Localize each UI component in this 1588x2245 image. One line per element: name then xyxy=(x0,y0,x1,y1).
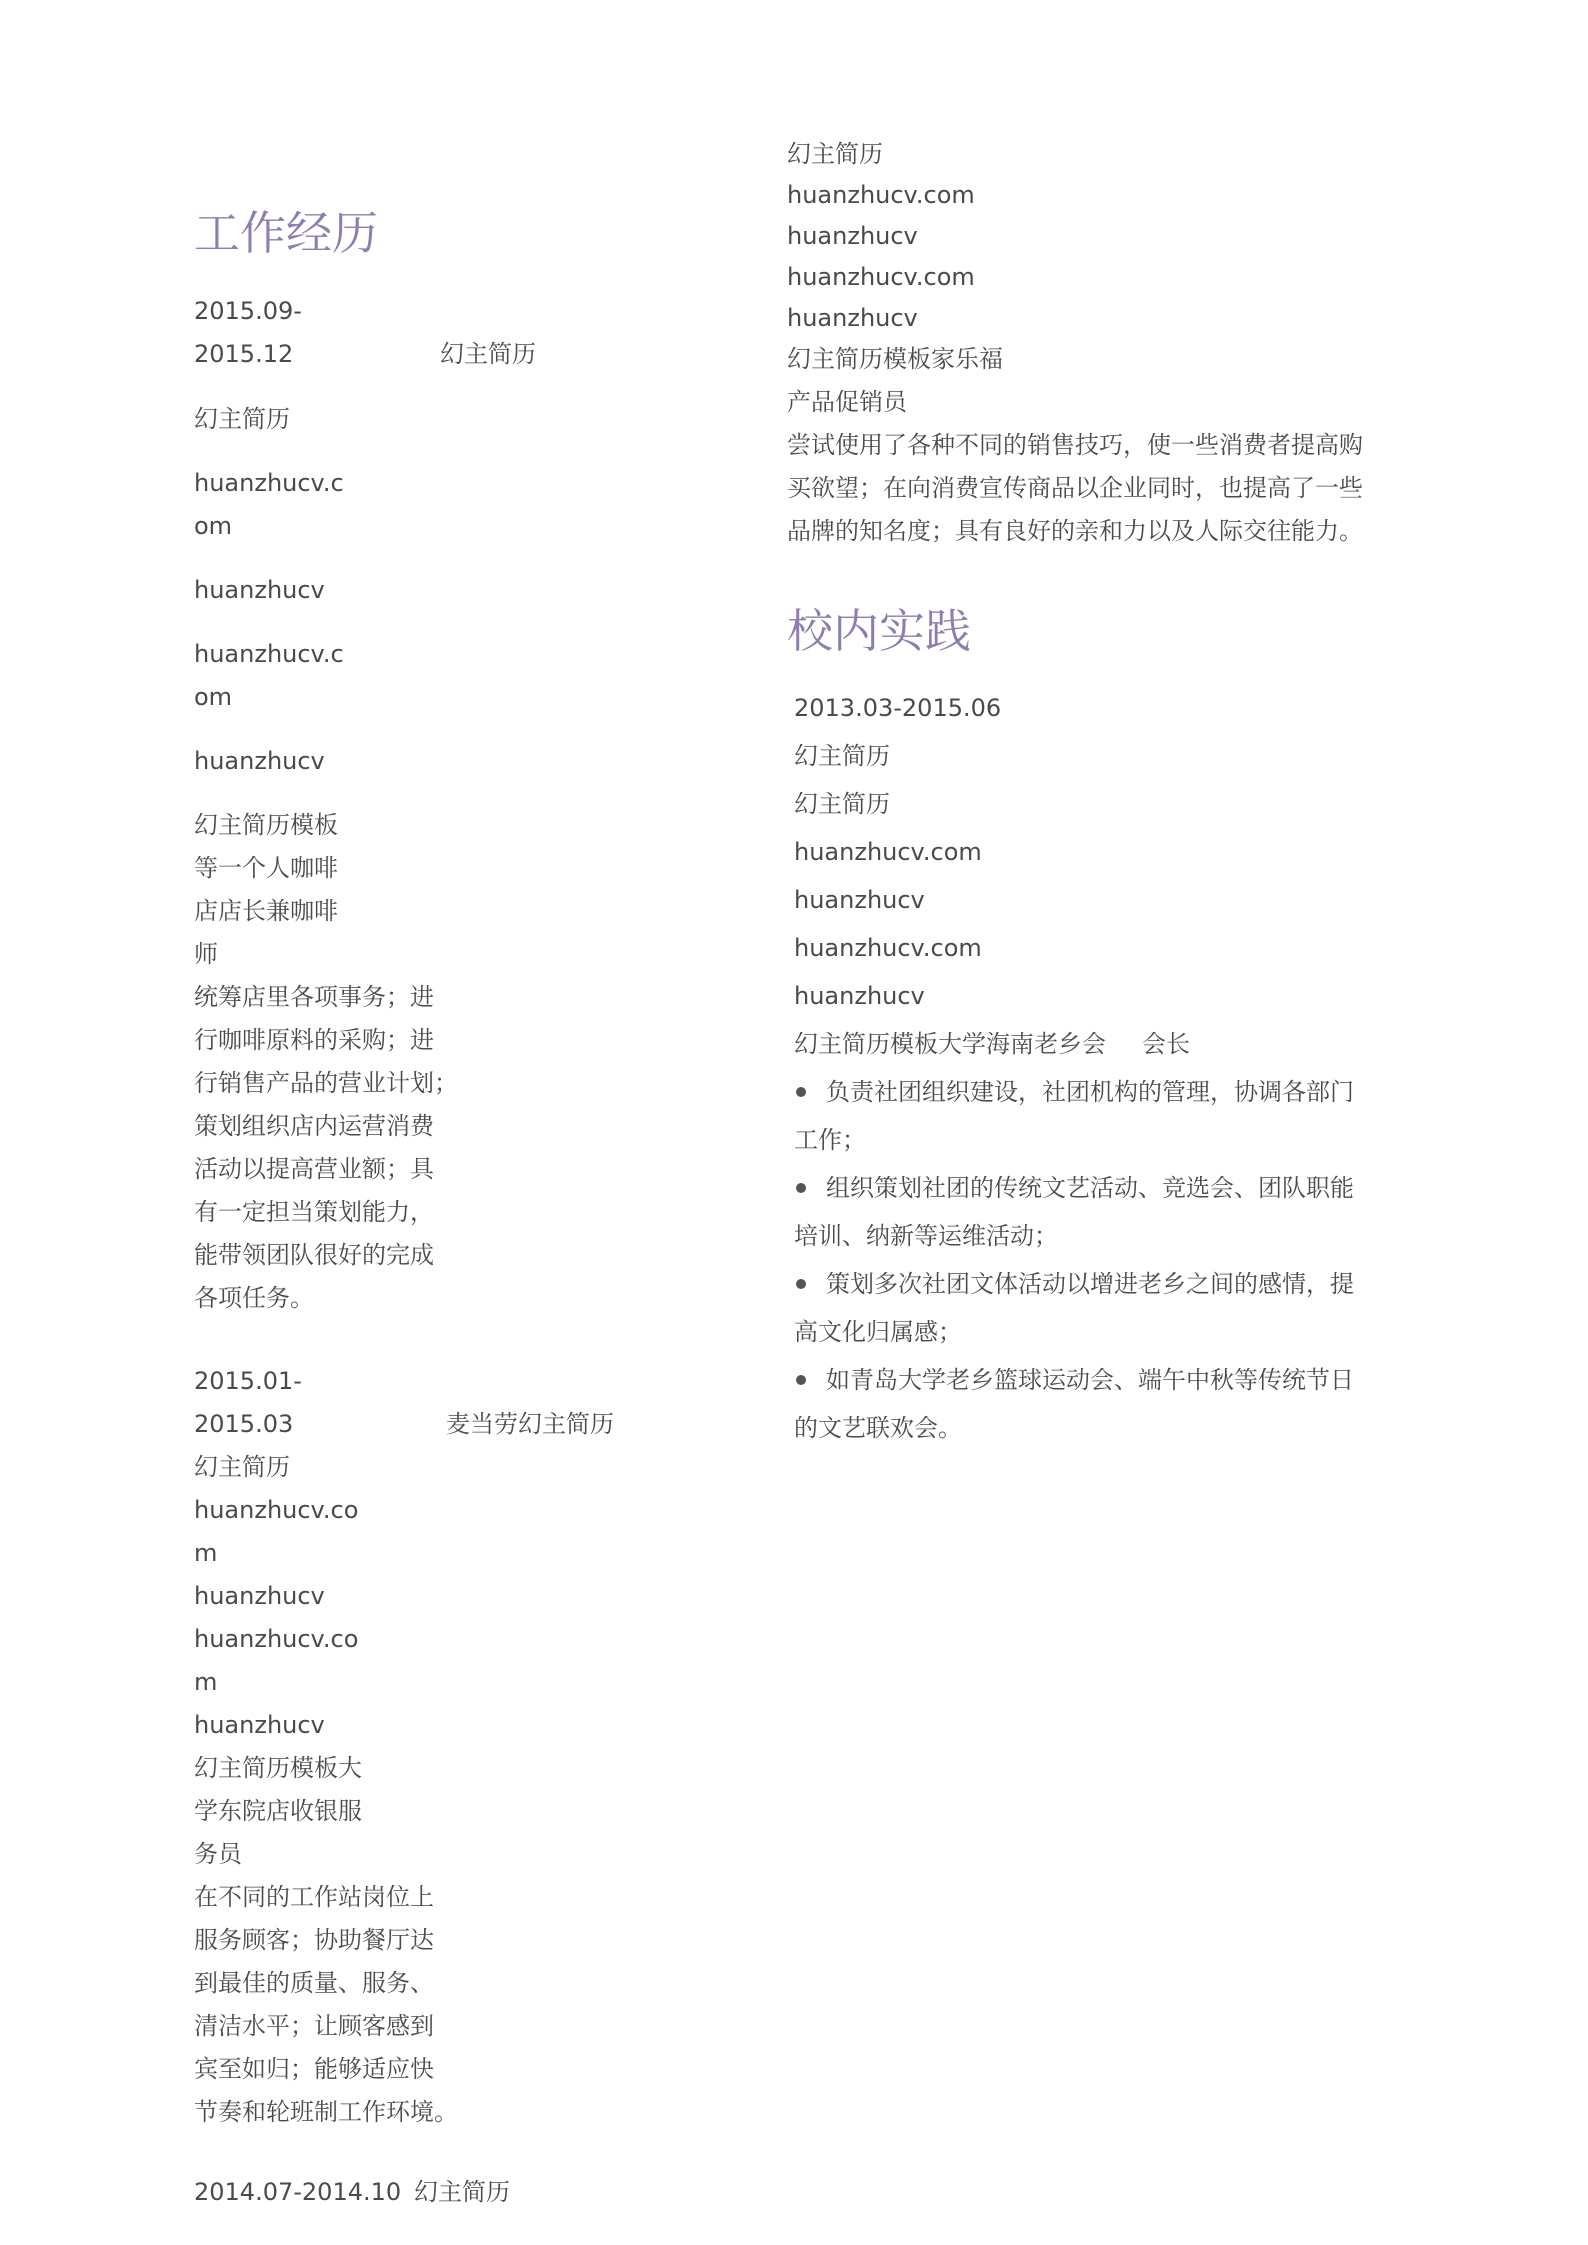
bullet-text-line: 策划多次社团文体活动以增进老乡之间的感情，提 xyxy=(826,1270,1354,1298)
section-title-campus-practice: 校内实践 xyxy=(787,604,971,658)
job1-desc-line: 行销售产品的营业计划； xyxy=(194,1069,458,1097)
job2-desc-line: 到最佳的质量、服务、 xyxy=(194,1969,434,1997)
campus-text-line: huanzhucv xyxy=(794,982,925,1010)
job3-text-line: huanzhucv.com xyxy=(787,263,975,291)
job1-role-line: 师 xyxy=(194,940,218,968)
job1-company: 幻主简历 xyxy=(440,340,536,368)
bullet-dot xyxy=(796,1183,806,1193)
bullet-dot xyxy=(796,1375,806,1385)
job1-text-line: huanzhucv xyxy=(194,747,325,775)
job3-text-line: huanzhucv.com xyxy=(787,181,975,209)
campus-text-line: huanzhucv xyxy=(794,886,925,914)
job2-date-end: 2015.03 xyxy=(194,1410,294,1438)
job2-desc-line: 节奏和轮班制工作环境。 xyxy=(194,2098,458,2126)
job3-date: 2014.07-2014.10 xyxy=(194,2178,402,2206)
job3-text-line: 幻主简历 xyxy=(787,140,883,168)
campus-text-line: huanzhucv.com xyxy=(794,838,982,866)
job1-text-line: huanzhucv.c xyxy=(194,640,344,668)
job1-date-start: 2015.09- xyxy=(194,297,302,325)
job1-text-line: om xyxy=(194,683,233,711)
campus-date: 2013.03-2015.06 xyxy=(794,694,1002,722)
job1-text-line: huanzhucv xyxy=(194,576,325,604)
bullet-text-line: 培训、纳新等运维活动； xyxy=(794,1222,1058,1250)
job2-desc-line: 清洁水平；让顾客感到 xyxy=(194,2012,434,2040)
job1-role-line: 等一个人咖啡 xyxy=(194,854,338,882)
job2-role-line: 幻主简历模板大 xyxy=(194,1754,362,1782)
job2-desc-line: 服务顾客；协助餐厅达 xyxy=(194,1926,434,1954)
job3-desc-line: 买欲望；在向消费宣传商品以企业同时，也提高了一些 xyxy=(787,474,1363,502)
job3-role: 产品促销员 xyxy=(787,388,907,416)
job1-desc-line: 各项任务。 xyxy=(194,1284,314,1312)
job2-date-start: 2015.01- xyxy=(194,1367,302,1395)
job1-date-end: 2015.12 xyxy=(194,340,294,368)
campus-text-line: 幻主简历 xyxy=(794,742,890,770)
campus-text-line: huanzhucv.com xyxy=(794,934,982,962)
job2-role-line: 务员 xyxy=(194,1840,242,1868)
job3-text-line: huanzhucv xyxy=(787,304,918,332)
job1-desc-line: 有一定担当策划能力， xyxy=(194,1198,434,1226)
job1-role-line: 店店长兼咖啡 xyxy=(194,897,338,925)
job1-role-line: 幻主简历模板 xyxy=(194,811,338,839)
job2-desc-line: 宾至如归；能够适应快 xyxy=(194,2055,434,2083)
job2-text-line: m xyxy=(194,1539,218,1567)
bullet-dot xyxy=(796,1279,806,1289)
job1-desc-line: 能带领团队很好的完成 xyxy=(194,1241,434,1269)
campus-text-line: 幻主简历 xyxy=(794,790,890,818)
job2-text-line: huanzhucv xyxy=(194,1711,325,1739)
job2-text-line: huanzhucv xyxy=(194,1582,325,1610)
bullet-text-line: 组织策划社团的传统文艺活动、竞选会、团队职能 xyxy=(826,1174,1354,1202)
job3-text-line: 幻主简历模板家乐福 xyxy=(787,345,1003,373)
bullet-text-line: 高文化归属感； xyxy=(794,1318,962,1346)
job1-desc-line: 策划组织店内运营消费 xyxy=(194,1112,434,1140)
job2-company: 麦当劳幻主简历 xyxy=(446,1410,614,1438)
job3-text-line: huanzhucv xyxy=(787,222,918,250)
job1-desc-line: 统筹店里各项事务；进 xyxy=(194,983,434,1011)
job2-text-line: 幻主简历 xyxy=(194,1453,290,1481)
bullet-text-line: 工作； xyxy=(794,1126,866,1154)
job2-text-line: huanzhucv.co xyxy=(194,1496,359,1524)
bullet-text-line: 负责社团组织建设，社团机构的管理，协调各部门 xyxy=(826,1078,1354,1106)
job2-text-line: m xyxy=(194,1668,218,1696)
job3-desc-line: 品牌的知名度；具有良好的亲和力以及人际交往能力。 xyxy=(787,517,1363,545)
campus-org: 幻主简历模板大学海南老乡会 xyxy=(794,1030,1106,1058)
job3-desc-line: 尝试使用了各种不同的销售技巧，使一些消费者提高购 xyxy=(787,431,1363,459)
section-title-work-experience: 工作经历 xyxy=(194,206,378,260)
bullet-text-line: 如青岛大学老乡篮球运动会、端午中秋等传统节日 xyxy=(826,1366,1354,1394)
job3-company: 幻主简历 xyxy=(414,2178,510,2206)
job2-desc-line: 在不同的工作站岗位上 xyxy=(194,1883,434,1911)
job2-text-line: huanzhucv.co xyxy=(194,1625,359,1653)
bullet-text-line: 的文艺联欢会。 xyxy=(794,1414,962,1442)
bullet-dot xyxy=(796,1087,806,1097)
job1-desc-line: 活动以提高营业额；具 xyxy=(194,1155,434,1183)
job1-desc-line: 行咖啡原料的采购；进 xyxy=(194,1026,434,1054)
job1-text-line: huanzhucv.c xyxy=(194,469,344,497)
campus-position: 会长 xyxy=(1142,1030,1190,1058)
job1-text-line: 幻主简历 xyxy=(194,405,290,433)
job2-role-line: 学东院店收银服 xyxy=(194,1797,362,1825)
job1-text-line: om xyxy=(194,512,233,540)
